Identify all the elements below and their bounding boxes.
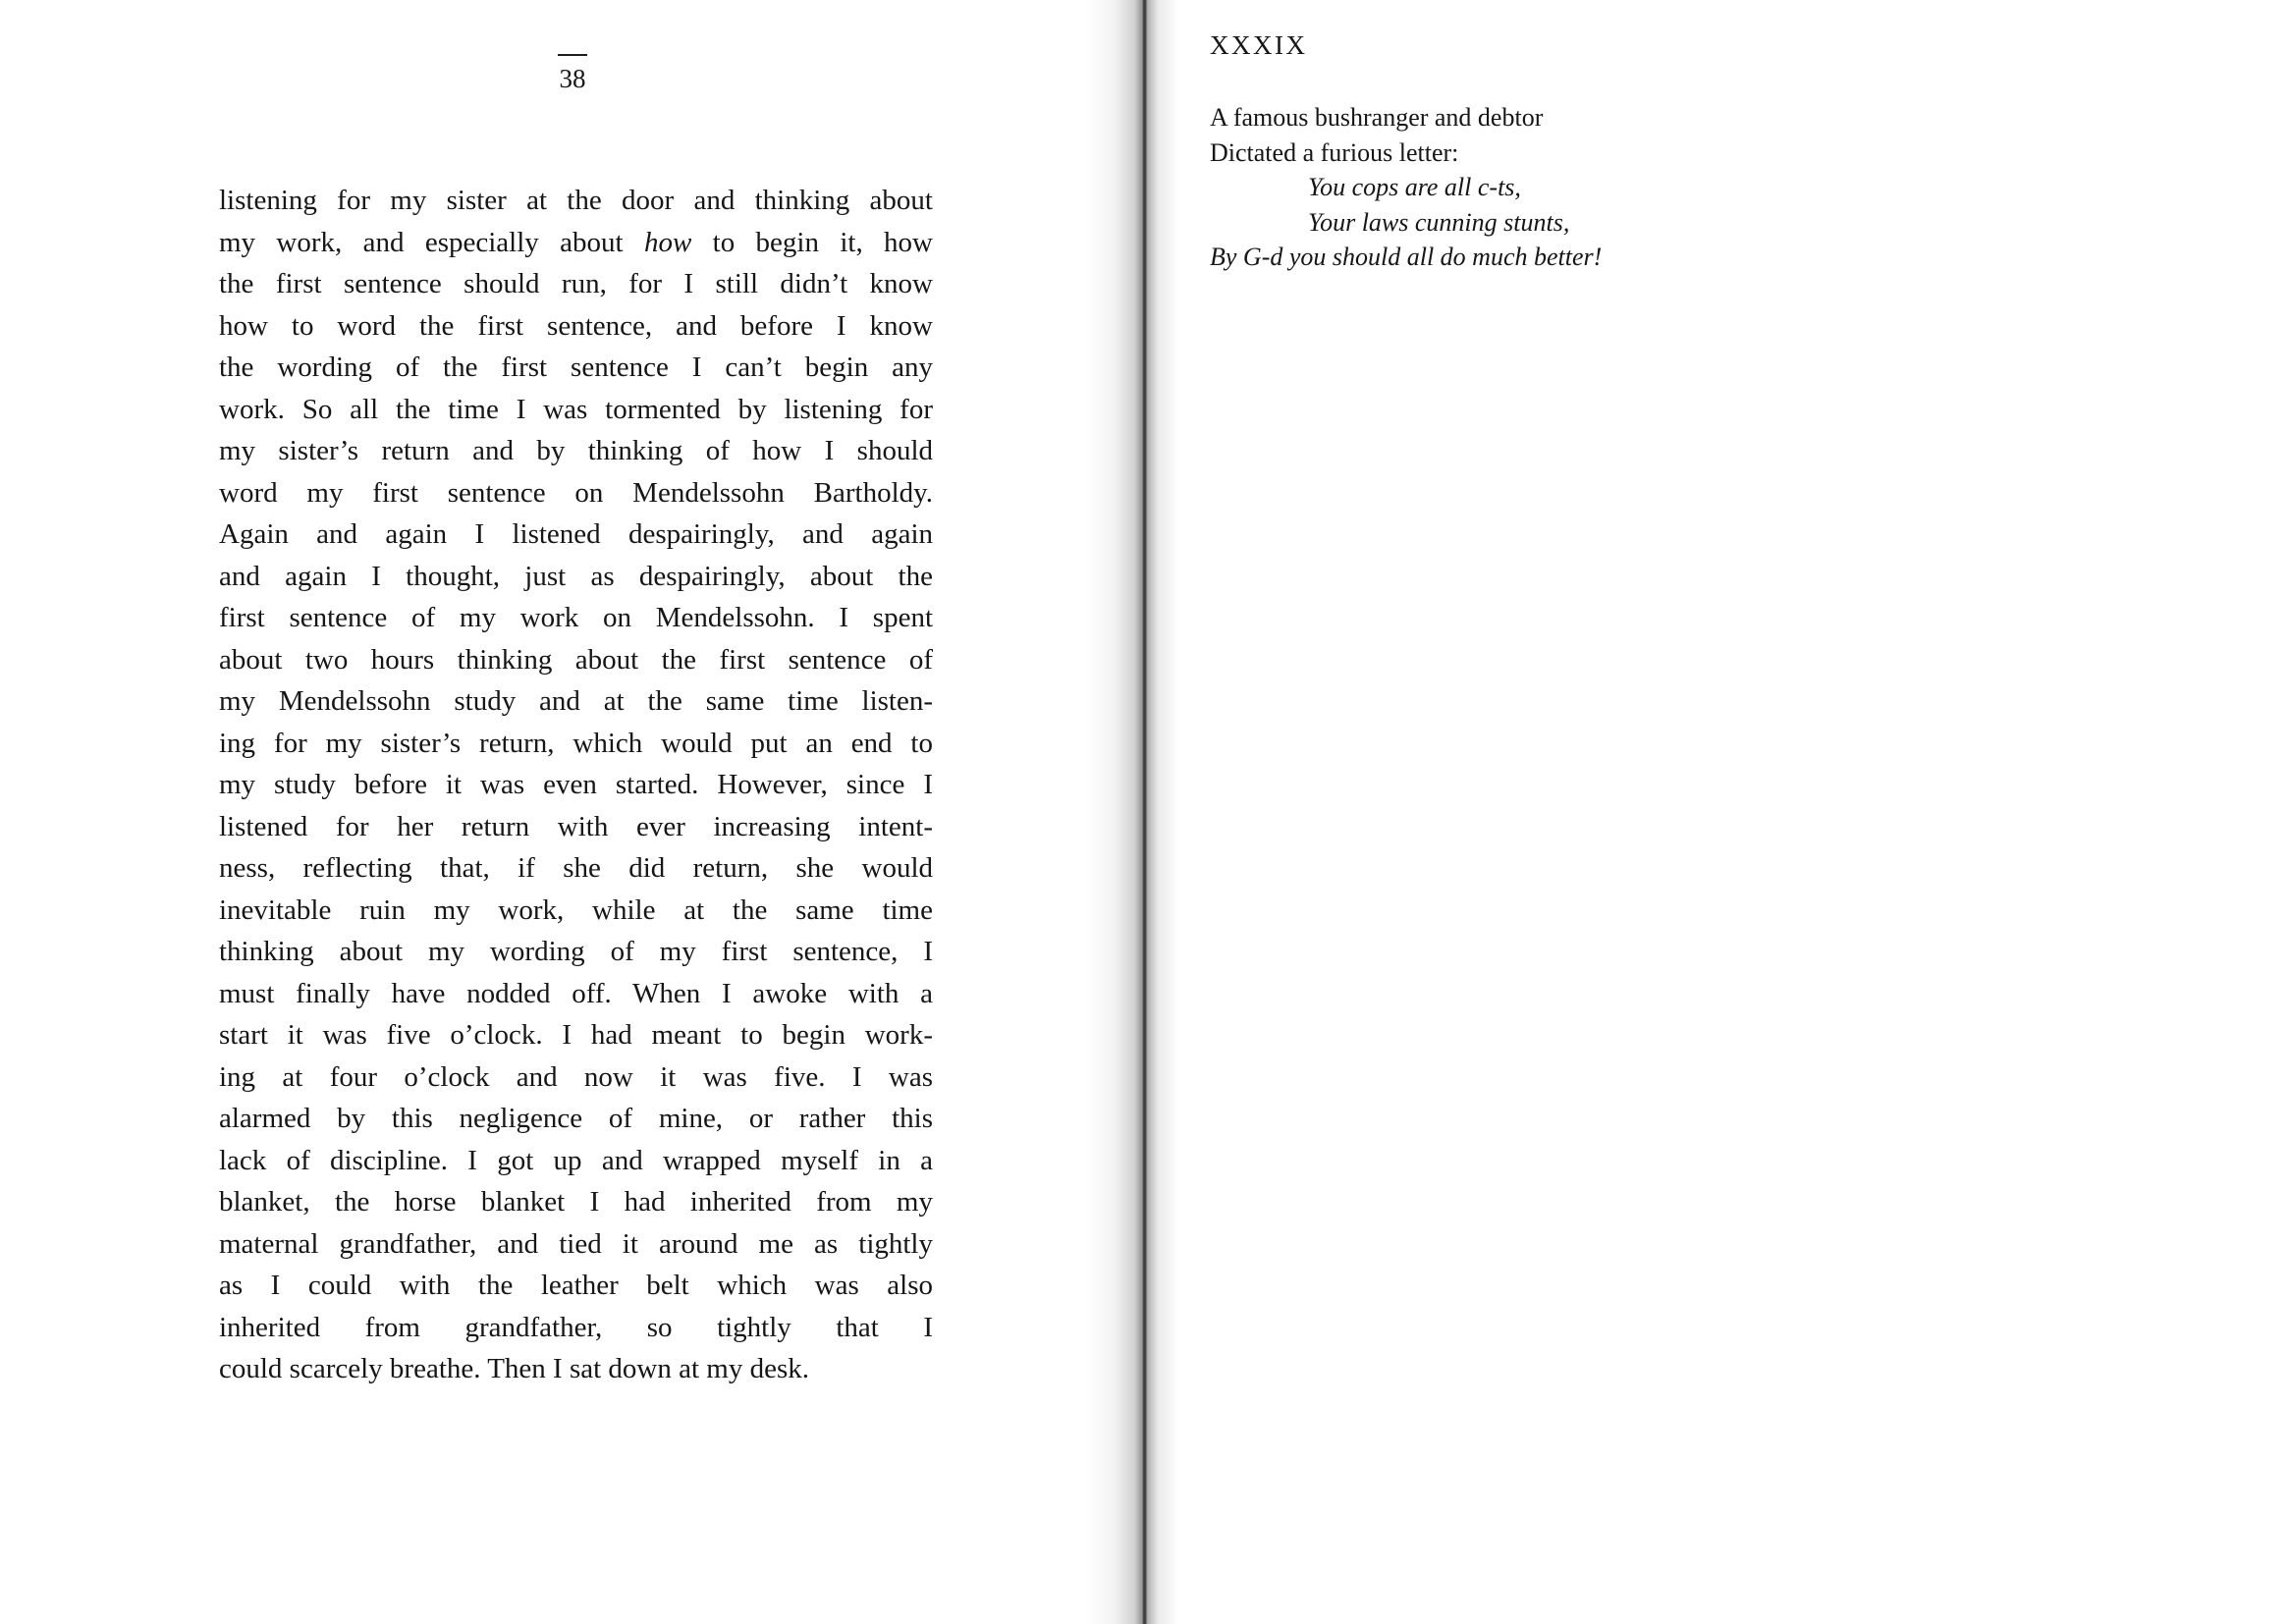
text-line: thinking about my wording of my first sentence, I <box>219 936 933 967</box>
text-line: listened for her return with ever increasing intent- <box>219 810 933 842</box>
text-line: as I could with the leather belt which was also <box>219 1270 933 1301</box>
page-number-block <box>523 54 622 92</box>
text-line: ness, reflecting that, if she did return, she would <box>219 852 933 884</box>
text-line: first sentence of my work on Mendelssohn. I spent <box>219 602 933 633</box>
text-line: A famous bushranger and debtor <box>1210 103 1544 132</box>
text-line: start it was five o’clock. I had meant to begin work- <box>219 1019 933 1051</box>
right-page <box>1145 0 2289 1624</box>
text-line: the wording of the first sentence I can’t begin any <box>219 352 933 383</box>
page-number-rule <box>558 54 587 56</box>
text-line: Dictated a furious letter: <box>1210 137 1459 167</box>
body-paragraph <box>219 180 933 1390</box>
text-line: and again I thought, just as despairingly, about the <box>219 560 933 592</box>
page-number: 38 <box>559 64 586 93</box>
text-line: lack of discipline. I got up and wrapped myself in a <box>219 1144 933 1176</box>
text-line: inherited from grandfather, so tightly that I <box>219 1311 933 1343</box>
text-line: my study before it was even started. However, since I <box>219 769 933 800</box>
text-line: the first sentence should run, for I still didn’t know <box>219 268 933 299</box>
text-line: maternal grandfather, and tied it around me as tightly <box>219 1227 933 1260</box>
text-line: inevitable ruin my work, while at the same time <box>219 893 933 926</box>
text-line: ing at four o’clock and now it was five. I was <box>219 1060 933 1093</box>
text-line: alarmed by this negligence of mine, or rather this <box>219 1103 933 1134</box>
text-line: word my first sentence on Mendelssohn Bartholdy. <box>219 476 933 509</box>
text-line: ing for my sister’s return, which would put an end to <box>219 727 933 759</box>
text-line: You cops are all c-ts, <box>1308 173 1521 201</box>
text-line: blanket, the horse blanket I had inherited from my <box>219 1186 933 1218</box>
text-line: how to word the first sentence, and before I know <box>219 309 933 342</box>
text-line: my work, and especially about how to begin it, how <box>219 226 933 258</box>
text-line: could scarcely breathe. Then I sat down at my desk. <box>219 1353 810 1384</box>
text-line: Your laws cunning stunts, <box>1308 207 1570 237</box>
text-line: By G-d you should all do much better! <box>1210 243 1603 271</box>
text-line: listening for my sister at the door and thinking about <box>219 185 933 216</box>
text-line: my sister’s return and by thinking of how I should <box>219 435 933 466</box>
poem <box>1210 100 1819 275</box>
left-page <box>0 0 1144 1624</box>
text-line: my Mendelssohn study and at the same time listen- <box>219 685 933 717</box>
text-line: Again and again I listened despairingly, and again <box>219 518 933 550</box>
text-line: work. So all the time I was tormented by listening for <box>219 393 933 425</box>
text-line: about two hours thinking about the first sentence of <box>219 643 933 676</box>
text-line: must finally have nodded off. When I awoke with a <box>219 977 933 1009</box>
chapter-heading: XXXIX <box>1210 30 1308 60</box>
